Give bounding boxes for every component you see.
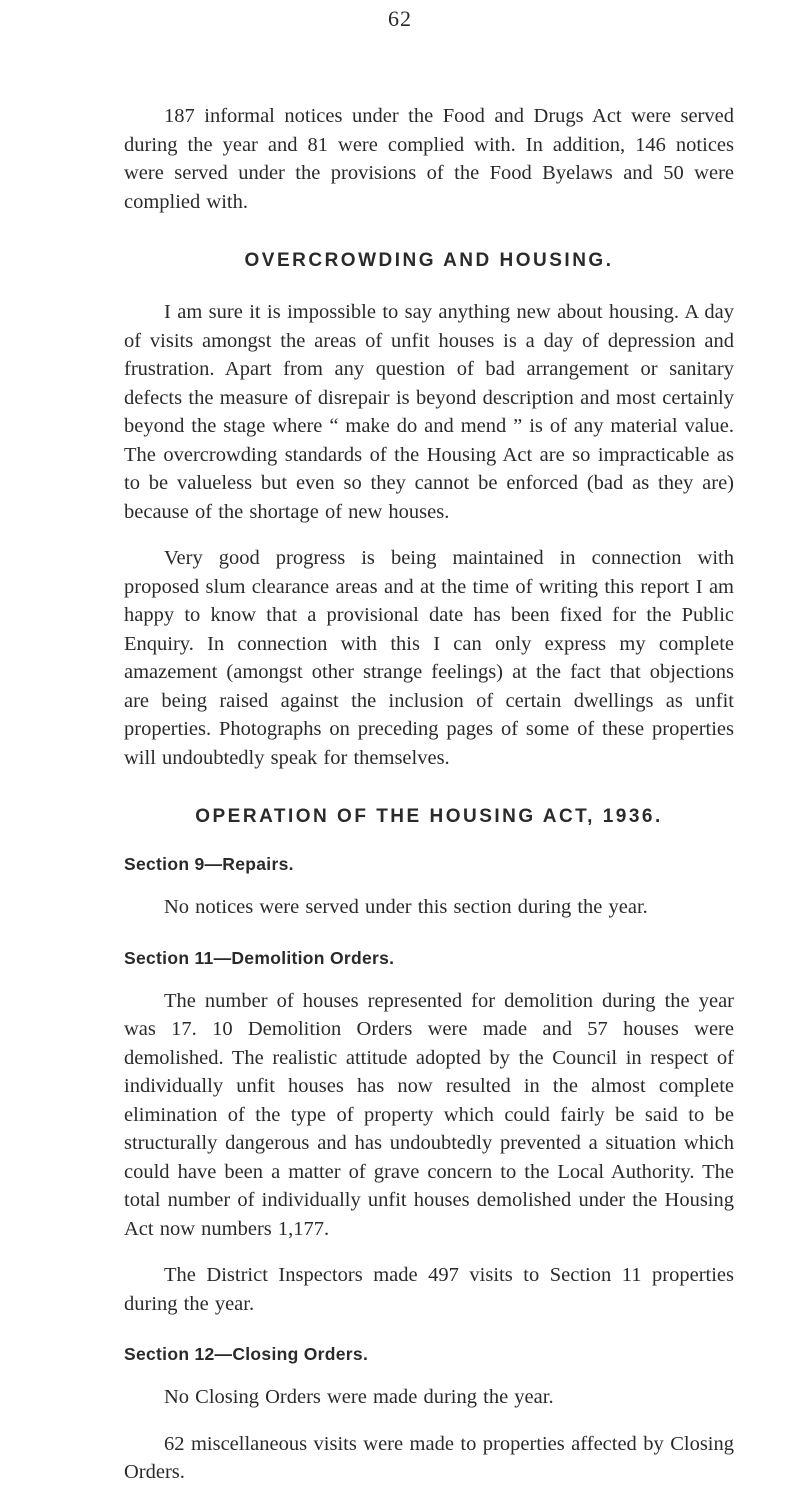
section-9-paragraph: No notices were served under this section during the year.: [164, 896, 648, 918]
operation-heading: OPERATION OF THE HOUSING ACT, 1936.: [195, 806, 663, 827]
overcrowding-heading: OVERCROWDING AND HOUSING.: [244, 250, 614, 271]
section-12-paragraph-1: No Closing Orders were made during the year.: [164, 1386, 554, 1408]
overcrowding-paragraph-1: I am sure it is impossible to say anything new about housing. A day of visits amongst the areas of unfit houses is a day of depression and frustration. Apart from any question of bad arrangement or sanitary defects the measure of disrepair is beyond description and most certainly beyond the stage where “ make do and mend ” is of any material value. The overcrowding standards of the Housing Act are so impracticable as to be valueless but even so they cannot be enforced (bad as they are) because of the shortage of new houses.: [124, 301, 734, 523]
section-12-title: Section 12—Closing Orders.: [124, 1344, 369, 1364]
section-11-paragraph-1: The number of houses represented for demolition during the year was 17. 10 Demolition Orders were made and 57 houses were demolished. The realistic attitude adopted by the Council in respect of individually unfit houses has now resulted in the almost complete elimination of the type of property which could fairly be said to be structurally dangerous and has undoubtedly prevented a situation which could have been a matter of grave concern to the Local Authority. The total number of individually unfit houses demolished under the Housing Act now numbers 1,177.: [124, 989, 734, 1240]
overcrowding-paragraph-2: Very good progress is being maintained in connection with proposed slum clearance areas and at the time of writing this report I am happy to know that a provisional date has been fixed for the Public Enquiry. In connection with this I can only express my complete amazement (amongst other strange feelings) at the fact that objections are being raised against the inclusion of certain dwellings as unfit properties. Photographs on preceding pages of some of these properties will undoubtedly speak for themselves.: [124, 547, 734, 769]
section-12-paragraph-2: 62 miscellaneous visits were made to properties affected by Closing Orders.: [124, 1432, 734, 1483]
section-11-title: Section 11—Demolition Orders.: [124, 947, 395, 968]
page-content: [124, 102, 734, 1487]
section-9-title: Section 9—Repairs.: [124, 854, 294, 874]
section-11-paragraph-2: The District Inspectors made 497 visits to Section 11 properties during the year.: [124, 1264, 734, 1315]
page-number: 62: [388, 6, 412, 31]
intro-paragraph: 187 informal notices under the Food and Drugs Act were served during the year and 81 were complied with. In addition, 146 notices were served under the provisions of the Food Byelaws and 50 were complied with.: [124, 105, 734, 213]
